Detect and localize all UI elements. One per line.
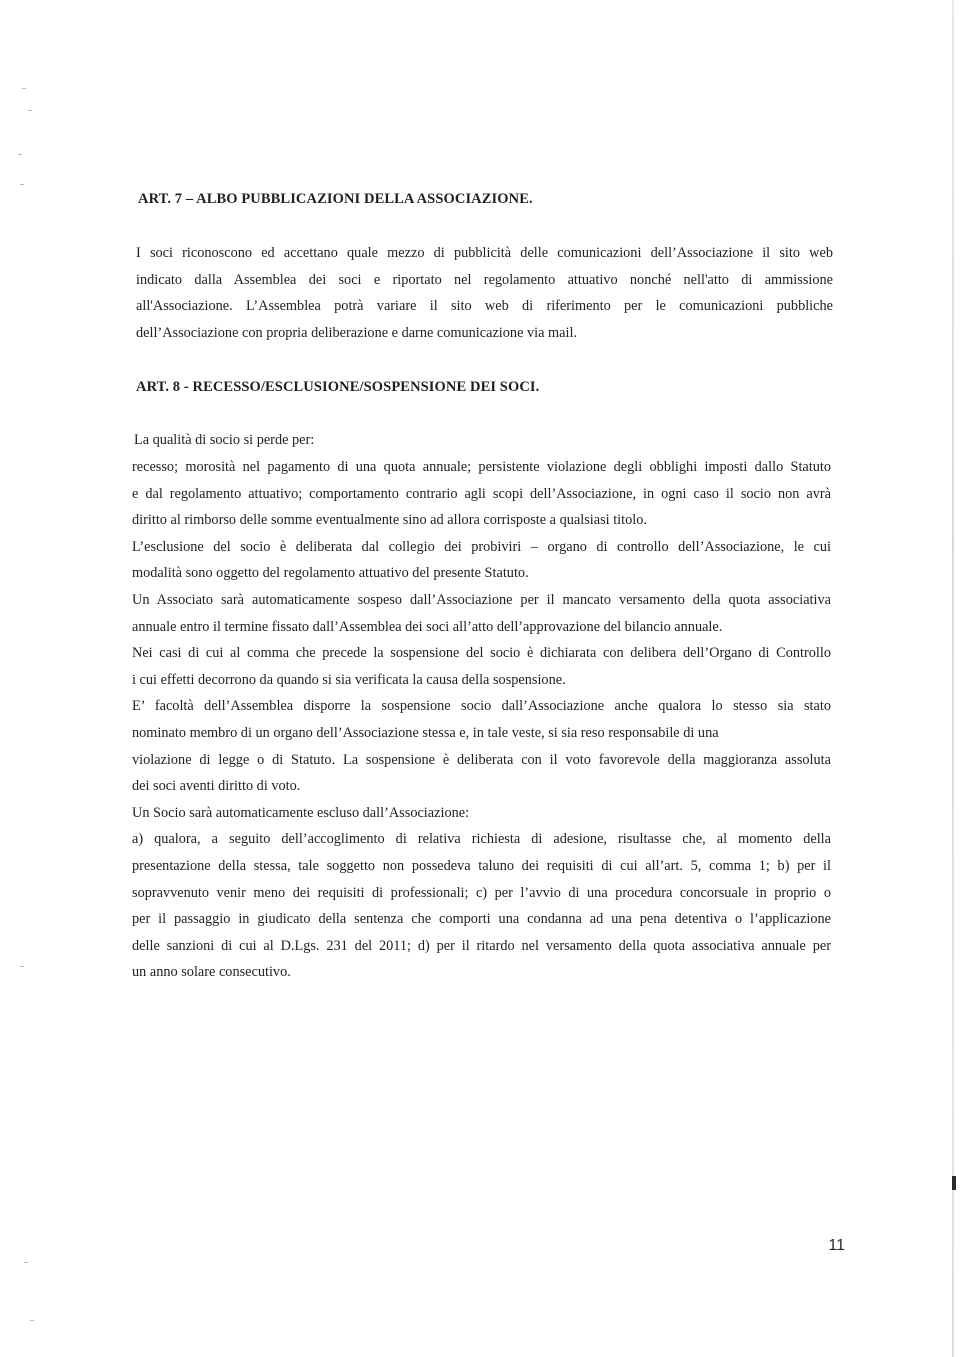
art8-line: sopravvenuto venir meno dei requisiti di professionali; c) per l’avvio di una procedura concorsuale in proprio o <box>132 884 831 901</box>
art7-line: I soci riconoscono ed accettano quale mezzo di pubblicità delle comunicazioni dell’Associazione il sito web <box>136 245 833 261</box>
art7-line: indicato dalla Assemblea dei soci e riportato nel regolamento attuativo nonché nell'atto di ammissione <box>136 271 833 288</box>
scan-edge <box>952 0 954 1357</box>
art8-line: nominato membro di un organo dell’Associazione stessa e, in tale veste, si sia reso responsabile di una <box>132 724 719 741</box>
art8-line: violazione di legge o di Statuto. La sospensione è deliberata con il voto favorevole della maggioranza assoluta <box>132 751 831 768</box>
scan-dot <box>20 184 24 185</box>
art8-heading: ART. 8 - RECESSO/ESCLUSIONE/SOSPENSIONE DEI SOCI. <box>136 379 540 395</box>
scan-dot <box>30 1320 34 1321</box>
art8-line: recesso; morosità nel pagamento di una quota annuale; persistente violazione degli obblighi imposti dallo Statuto <box>132 459 831 475</box>
art8-intro-line: La qualità di socio si perde per: <box>134 432 315 448</box>
art8-line: presentazione della stessa, tale soggetto non possedeva taluno dei requisiti di cui all’art. 5, comma 1; b) per il <box>132 857 831 874</box>
art8-line: i cui effetti decorrono da quando si sia verificata la causa della sospensione. <box>132 671 566 688</box>
art8-line: Nei casi di cui al comma che precede la sospensione del socio è dichiarata con delibera dell’Organo di Controllo <box>132 645 831 662</box>
art7-heading: ART. 7 – ALBO PUBBLICAZIONI DELLA ASSOCIAZIONE. <box>138 191 533 207</box>
art8-line: dei soci aventi diritto di voto. <box>132 778 301 795</box>
art7-paragraph <box>136 240 833 346</box>
scan-dot <box>22 88 26 89</box>
art8-line: diritto al rimborso delle somme eventualmente sino ad allora corrisposte a qualsiasi titolo. <box>132 512 647 529</box>
art7-line: all'Associazione. L’Assemblea potrà variare il sito web di riferimento per le comunicazioni pubbliche <box>136 298 833 315</box>
art8-line: L’esclusione del socio è deliberata dal collegio dei probiviri – organo di controllo dell’Associazione, le cui <box>132 538 831 555</box>
art7-line: dell’Associazione con propria deliberazione e darne comunicazione via mail. <box>136 324 578 341</box>
scan-dot <box>28 110 32 111</box>
scan-dot <box>18 154 22 155</box>
art8-line: modalità sono oggetto del regolamento attuativo del presente Statuto. <box>132 565 529 582</box>
scan-dot <box>20 966 24 967</box>
art8-intro <box>134 427 831 454</box>
art8-line: Un Socio sarà automaticamente escluso dall’Associazione: <box>132 804 470 821</box>
art8-line: delle sanzioni di cui al D.Lgs. 231 del 2011; d) per il ritardo nel versamento della quota associativa annuale per <box>132 937 831 954</box>
art8-line: a) qualora, a seguito dell’accoglimento di relativa richiesta di adesione, risultasse che, al momento della <box>132 831 831 848</box>
art8-line: annuale entro il termine fissato dall’Assemblea dei soci all’atto dell’approvazione del bilancio annuale. <box>132 618 723 635</box>
art8-line: E’ facoltà dell’Assemblea disporre la sospensione socio dall’Associazione anche qualora lo stesso sia stato <box>132 698 831 715</box>
scan-dot <box>24 1262 28 1263</box>
art8-line: Un Associato sarà automaticamente sospeso dall’Associazione per il mancato versamento della quota associativa <box>132 591 831 608</box>
art8-paragraph <box>132 454 831 986</box>
art8-line: un anno solare consecutivo. <box>132 964 291 981</box>
art8-line: per il passaggio in giudicato della sentenza che comporti una condanna ad una pena detentiva o l’applicazione <box>132 911 831 928</box>
scan-mark <box>952 1176 956 1190</box>
art8-line: e dal regolamento attuativo; comportamento contrario agli scopi dell’Associazione, in ogni caso il socio non avrà <box>132 485 831 502</box>
page-number: 11 <box>828 1237 845 1254</box>
